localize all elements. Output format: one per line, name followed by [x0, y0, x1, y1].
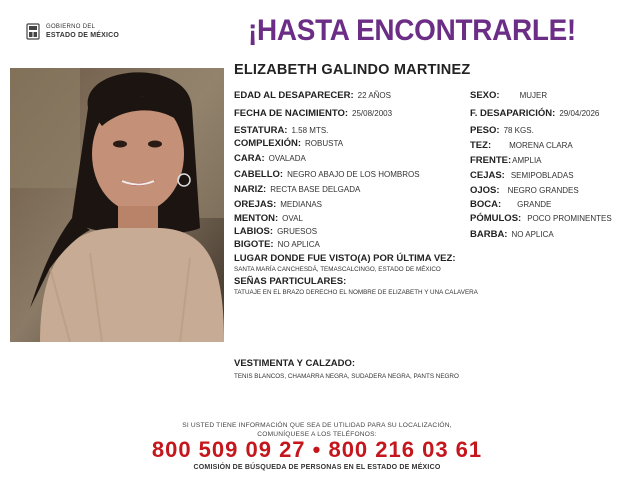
headline: ¡HASTA ENCONTRARLE! — [248, 14, 576, 47]
field-value: 25/08/2003 — [352, 109, 393, 118]
field-complexion-tone — [470, 140, 573, 151]
field-value: ROBUSTA — [305, 139, 344, 148]
field-age — [234, 90, 391, 101]
clothing-value: TENIS BLANCOS, CHAMARRA NEGRA, SUDADERA NEGRA, PANTS NEGRO — [234, 373, 459, 380]
last-seen-label: LUGAR DONDE FUE VISTO(A) POR ÚLTIMA VEZ: — [234, 253, 456, 264]
field-label: OJOS: — [470, 185, 500, 196]
field-label: PESO: — [470, 125, 500, 136]
field-sex — [470, 90, 547, 101]
field-missing-date — [470, 108, 599, 119]
field-value: SEMIPOBLADAS — [510, 171, 574, 180]
field-value: MEDIANAS — [280, 200, 323, 209]
field-label: NARIZ: — [234, 184, 267, 195]
field-nose — [234, 184, 360, 195]
field-label: ESTATURA: — [234, 125, 288, 136]
field-value: NEGRO ABAJO DE LOS HOMBROS — [287, 170, 420, 179]
field-value: GRANDE — [517, 200, 552, 209]
field-label: CARA: — [234, 153, 265, 164]
field-mustache — [234, 239, 320, 250]
marks-value: TATUAJE EN EL BRAZO DERECHO EL NOMBRE DE ELIZABETH Y UNA CALAVERA — [234, 289, 478, 296]
field-value: MUJER — [519, 91, 548, 100]
person-name: ELIZABETH GALINDO MARTINEZ — [234, 62, 471, 78]
field-ears — [234, 199, 322, 210]
field-label: BIGOTE: — [234, 239, 274, 250]
field-hair — [234, 169, 420, 180]
field-value: 22 AÑOS — [357, 91, 391, 100]
field-label: CABELLO: — [234, 169, 284, 180]
field-value: 29/04/2026 — [559, 109, 600, 118]
logo-text-line2: ESTADO DE MÉXICO — [46, 32, 120, 39]
government-logo — [26, 22, 126, 48]
field-eyes — [470, 185, 579, 196]
field-value: RECTA BASE DELGADA — [270, 185, 361, 194]
field-label: BOCA: — [470, 199, 502, 210]
field-label: COMPLEXIÓN: — [234, 138, 302, 149]
field-birthdate — [234, 108, 392, 119]
missing-person-photo — [10, 68, 224, 342]
contact-info-line2: COMUNÍQUESE A LOS TELÉFONOS: — [257, 431, 377, 438]
contact-info-line1: SI USTED TIENE INFORMACIÓN QUE SEA DE UTILIDAD PARA SU LOCALIZACIÓN, — [182, 422, 452, 429]
marks-label: SEÑAS PARTICULARES: — [234, 276, 347, 287]
field-label: CEJAS: — [470, 170, 505, 181]
field-label: EDAD AL DESAPARECER: — [234, 90, 354, 101]
field-value: 1.58 MTS. — [291, 126, 329, 135]
field-value: OVALADA — [268, 154, 306, 163]
field-value: POCO PROMINENTES — [527, 214, 612, 223]
field-label: LABIOS: — [234, 226, 274, 237]
commission-name: COMISIÓN DE BÚSQUEDA DE PERSONAS EN EL ESTADO DE MÉXICO — [193, 464, 441, 471]
field-value: 78 KGS. — [503, 126, 534, 135]
field-forehead — [470, 155, 542, 166]
field-value: GRUESOS — [277, 227, 318, 236]
field-eyebrows — [470, 170, 574, 181]
field-lips — [234, 226, 317, 237]
field-label: PÓMULOS: — [470, 213, 522, 224]
field-label: OREJAS: — [234, 199, 277, 210]
field-face — [234, 153, 306, 164]
field-value: MORENA CLARA — [509, 141, 573, 150]
field-label: TEZ: — [470, 140, 492, 151]
field-mouth — [470, 199, 551, 210]
clothing-label: VESTIMENTA Y CALZADO: — [234, 358, 356, 369]
field-value: AMPLIA — [512, 156, 542, 165]
field-value: NO APLICA — [277, 240, 320, 249]
field-value: NEGRO GRANDES — [507, 186, 579, 195]
field-height — [234, 125, 328, 136]
state-emblem-icon — [26, 23, 40, 40]
field-label: FECHA DE NACIMIENTO: — [234, 108, 348, 119]
field-label: SEXO: — [470, 90, 500, 101]
field-label: FRENTE: — [470, 155, 512, 166]
field-value: NO APLICA — [511, 230, 554, 239]
field-label: MENTON: — [234, 213, 279, 224]
phone-numbers: 800 509 09 27 • 800 216 03 61 — [151, 437, 483, 462]
field-beard — [470, 229, 554, 240]
field-chin — [234, 213, 303, 224]
field-label: BARBA: — [470, 229, 508, 240]
field-value: OVAL — [282, 214, 303, 223]
last-seen-value: SANTA MARÍA CANCHESDÁ, TEMASCALCINGO, ESTADO DE MÉXICO — [234, 266, 441, 273]
field-build — [234, 138, 343, 149]
field-label: F. DESAPARICIÓN: — [470, 108, 556, 119]
logo-text-line1: GOBIERNO DEL — [46, 24, 96, 30]
field-weight — [470, 125, 534, 136]
field-cheekbones — [470, 213, 612, 224]
